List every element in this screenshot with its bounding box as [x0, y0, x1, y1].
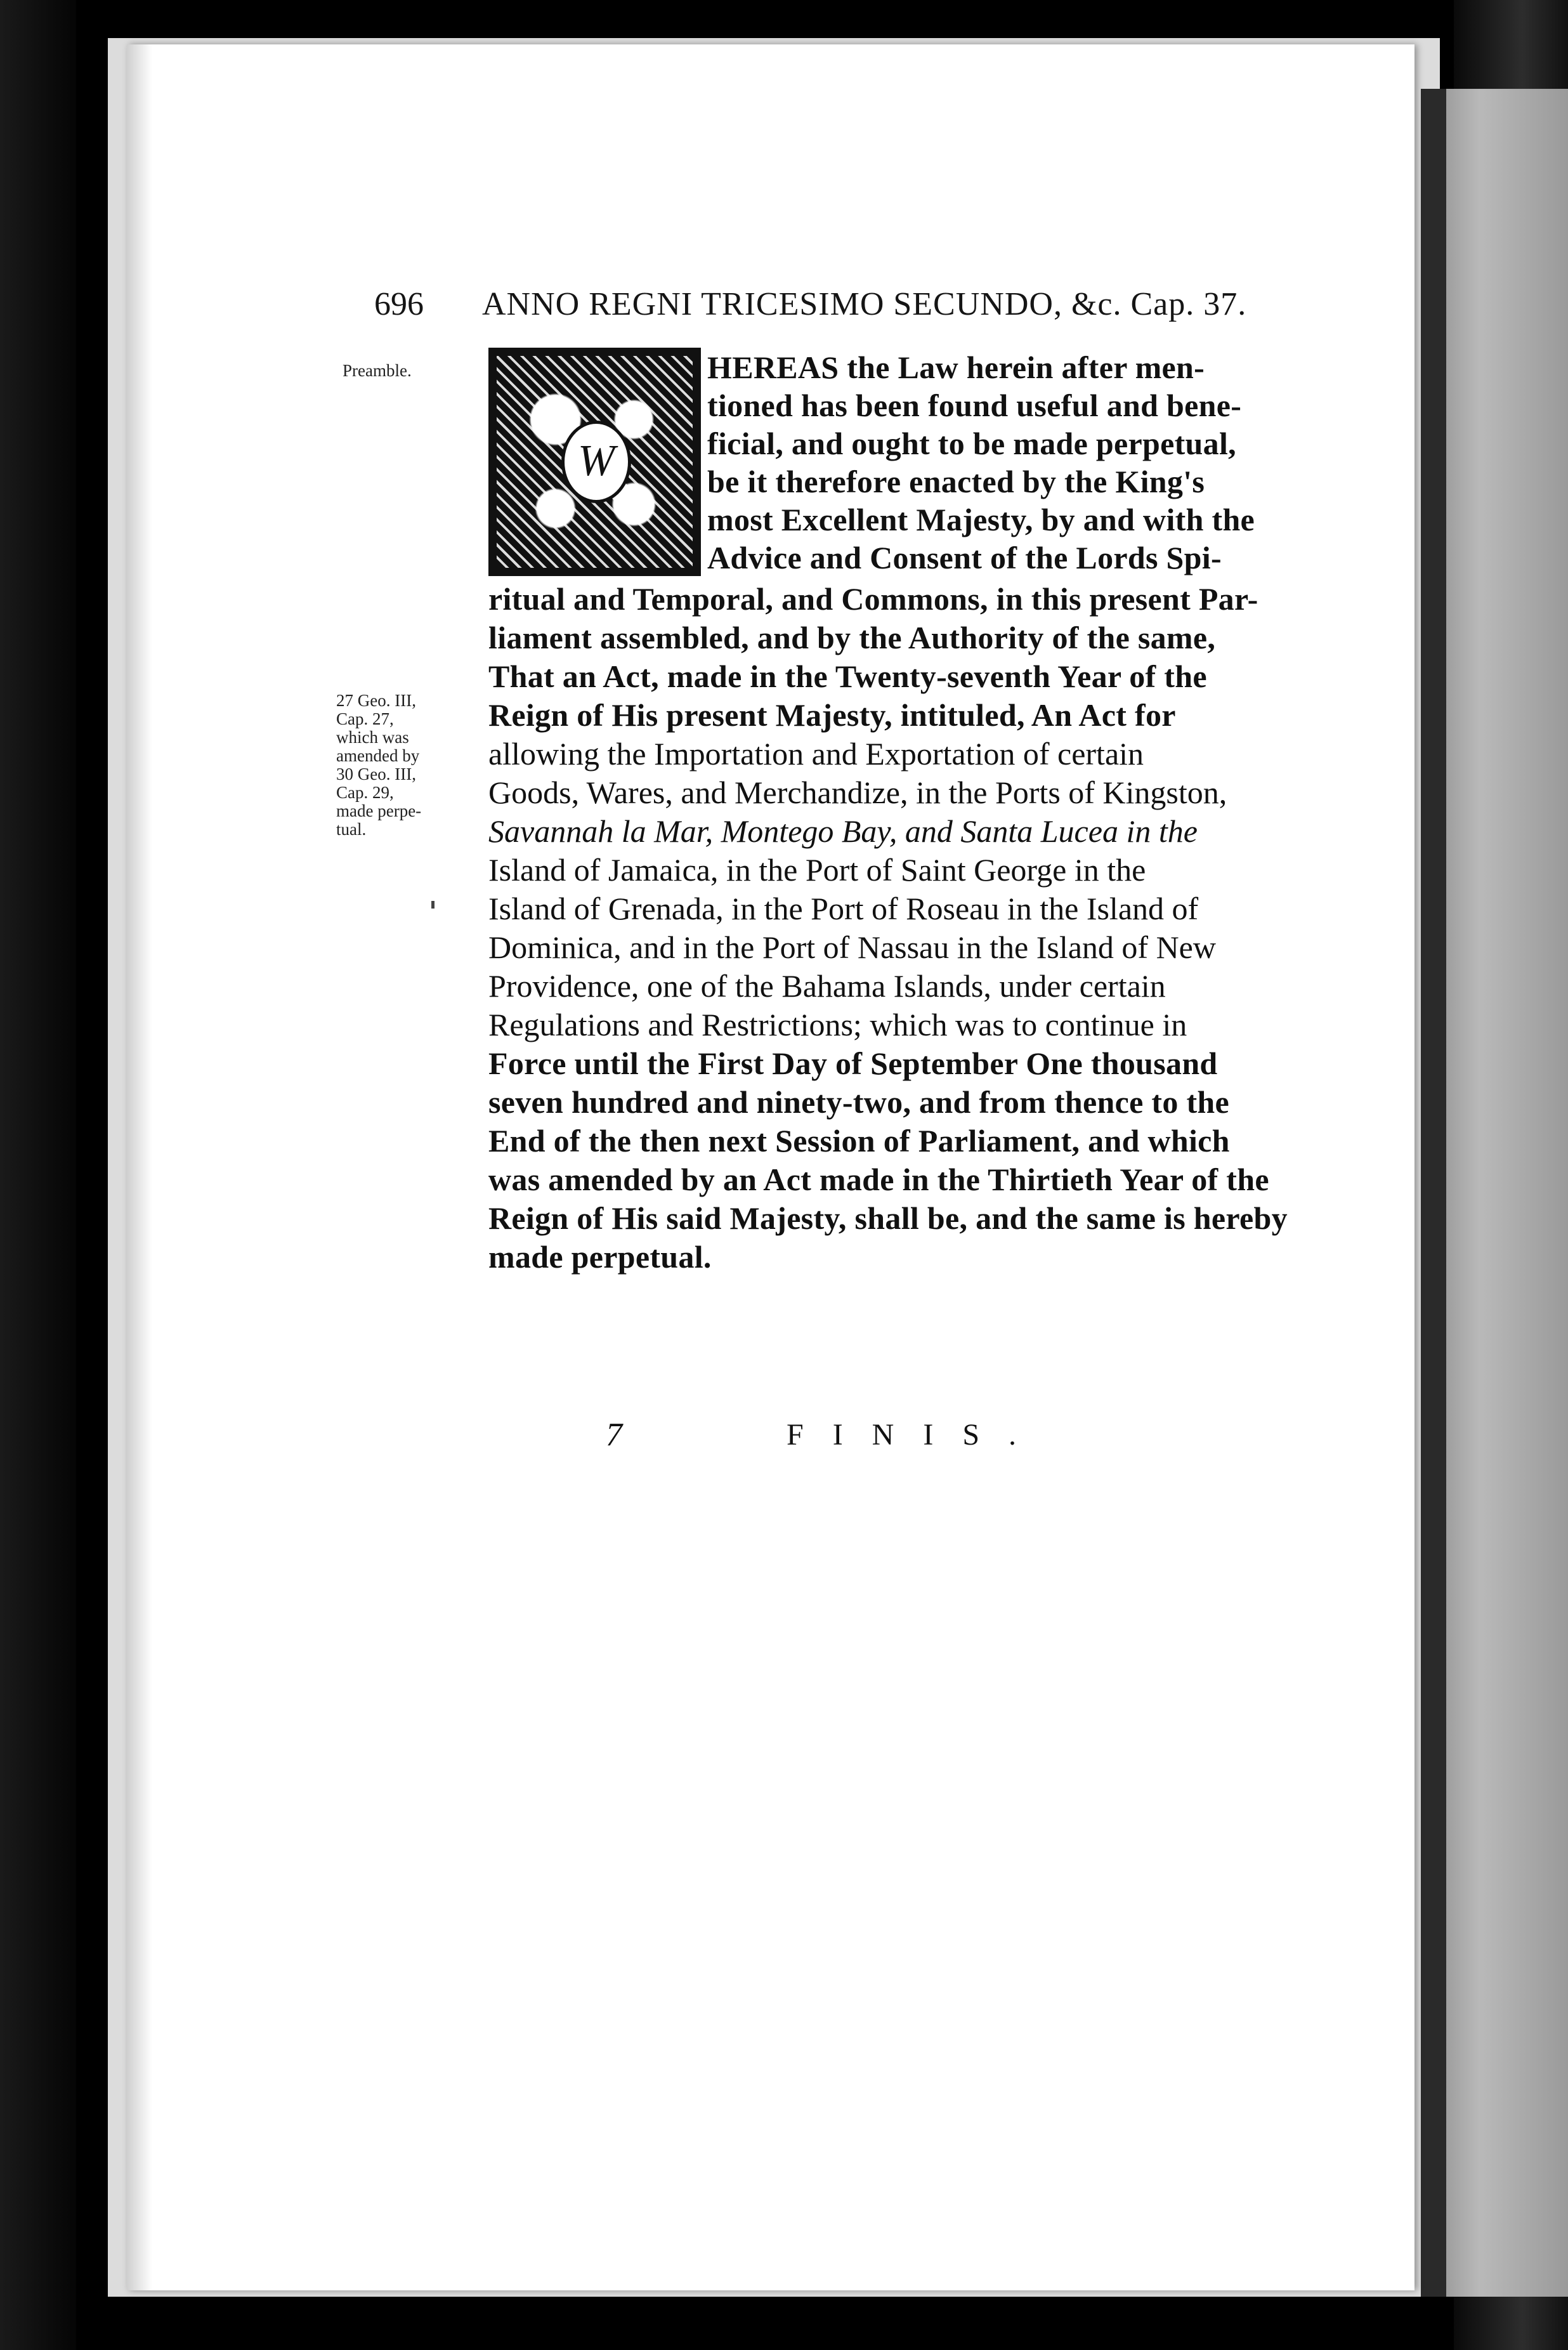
margin-note-citation — [336, 692, 469, 839]
text-line: Advice and Consent of the Lords Spi- — [707, 540, 1222, 575]
text-line: HEREAS the Law herein after men- — [707, 350, 1205, 385]
margin-note-preamble: Preamble. — [343, 361, 412, 380]
text-line: liament assembled, and by the Authority of the same, — [488, 620, 1216, 655]
text-line: ritual and Temporal, and Commons, in this present Par- — [488, 581, 1258, 617]
running-head-title: ANNO REGNI TRICESIMO SECUNDO, &c. Cap. 37. — [482, 286, 1247, 322]
text-line: Island of Grenada, in the Port of Roseau in the Island of — [488, 891, 1199, 926]
text-line: allowing the Importation and Exportation of certain — [488, 736, 1144, 771]
page-number: 696 — [374, 286, 424, 322]
text-line: End of the then next Session of Parliament, and which — [488, 1123, 1230, 1159]
text-line: Goods, Wares, and Merchandize, in the Ports of Kingston, — [488, 775, 1227, 810]
text-line: seven hundred and ninety-two, and from thence to the — [488, 1084, 1229, 1120]
text-line: most Excellent Majesty, by and with the — [707, 502, 1255, 537]
finis-row — [606, 1410, 1050, 1461]
text-line: Island of Jamaica, in the Port of Saint George in the — [488, 852, 1146, 888]
text-line: was amended by an Act made in the Thirtieth Year of the — [488, 1162, 1269, 1197]
text-line: be it therefore enacted by the King's — [707, 464, 1205, 499]
citation-line: 27 Geo. III, — [336, 691, 416, 710]
left-scan-border — [0, 0, 76, 2350]
citation-line: Cap. 27, — [336, 709, 394, 728]
citation-line: which was — [336, 728, 409, 747]
citation-line: made perpe- — [336, 801, 422, 820]
finis-text: FINIS. — [787, 1418, 1046, 1452]
text-line: ficial, and ought to be made perpetual, — [707, 426, 1236, 461]
text-line: That an Act, made in the Twenty-seventh Year of the — [488, 659, 1207, 694]
text-line: Regulations and Restrictions; which was to continue in — [488, 1007, 1187, 1042]
text-line: Reign of His said Majesty, shall be, and the same is hereby — [488, 1200, 1288, 1236]
page-gutter-shadow — [1421, 89, 1446, 2297]
text-line: Force until the First Day of September One thousand — [488, 1046, 1218, 1081]
citation-line: amended by — [336, 746, 420, 765]
text-line: Savannah la Mar, Montego Bay, and Santa Lucea in the — [488, 813, 1198, 849]
text-line: Reign of His present Majesty, intituled, An Act for — [488, 697, 1176, 733]
initial-letter: W — [561, 421, 631, 503]
running-head — [374, 279, 1313, 330]
text-line: Dominica, and in the Port of Nassau in the Island of New — [488, 929, 1216, 965]
page-fold-shading — [127, 44, 152, 2290]
decorated-initial — [488, 348, 701, 576]
text-line: Providence, one of the Bahama Islands, under certain — [488, 968, 1166, 1004]
citation-line: 30 Geo. III, — [336, 765, 416, 784]
text-line: made perpetual. — [488, 1239, 712, 1275]
ink-speck — [431, 901, 434, 909]
text-line: tioned has been found useful and bene- — [707, 388, 1242, 423]
citation-line: tual. — [336, 820, 367, 839]
citation-line: Cap. 29, — [336, 783, 394, 802]
signature-mark: 7 — [606, 1417, 622, 1453]
